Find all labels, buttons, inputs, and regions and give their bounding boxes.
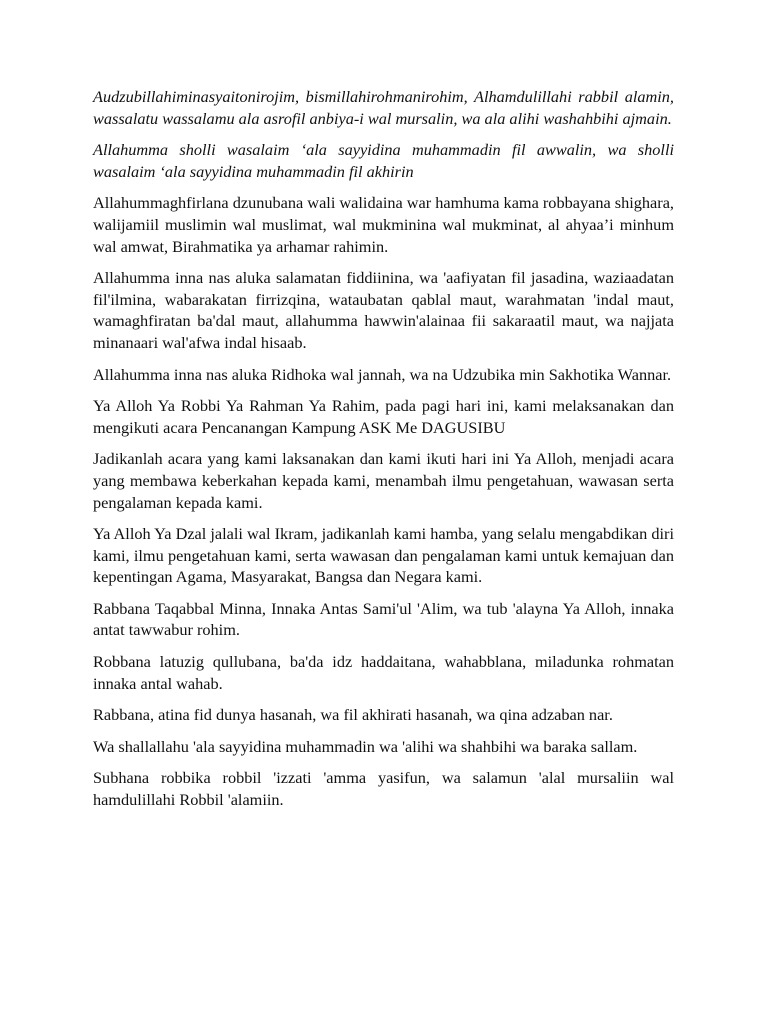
sholawat-paragraph: Allahumma sholli wasalaim ‘ala sayyidina muhammadin fil awwalin, wa sholli wasalaim ‘ala sayyidina muhammadin fil akhirin [93, 140, 674, 181]
document-body [93, 86, 674, 821]
closing-prayer-paragraph: Subhana robbika robbil 'izzati 'amma yasifun, wa salamun 'alal mursaliin wal hamdulillahi Robbil 'alamiin. [93, 768, 674, 810]
prayer-paragraph: Allahummaghfirlana dzunubana wali walidaina war hamhuma kama robbayana shighara, walijamiil muslimin wal muslimat, wal mukminina wal mukminat, al ahyaa’i minhum wal amwat, Birahmatika ya arhamar rahimin. [93, 193, 674, 256]
prayer-paragraph: Rabbana, atina fid dunya hasanah, wa fil akhirati hasanah, wa qina adzaban nar. [93, 705, 613, 725]
prayer-paragraph: Allahumma inna nas aluka salamatan fiddiinina, wa 'aafiyatan fil jasadina, waziaadatan fil'ilmina, wabarakatan firrizqina, wataubatan qablal maut, warahmatan 'indal maut, wamaghfiratan ba'dal maut, allahumma hawwin'alainaa fii sakaraatil maut, wa najjata minanaari wal'afwa indal hisaab. [93, 268, 674, 352]
prayer-paragraph: Wa shallallahu 'ala sayyidina muhammadin wa 'alihi wa shahbihi wa baraka sallam. [93, 736, 638, 756]
prayer-paragraph: Ya Alloh Ya Robbi Ya Rahman Ya Rahim, pada pagi hari ini, kami melaksanakan dan mengikuti acara Pencanangan Kampung ASK Me DAGUSIBU [93, 396, 674, 437]
opening-prayer-paragraph: Audzubillahiminasyaitonirojim, bismillahirohmanirohim, Alhamdulillahi rabbil alamin, wassalatu wassalamu ala asrofil anbiya-i wal mursalin, wa ala alihi washahbihi ajmain. [93, 87, 674, 128]
prayer-paragraph: Jadikanlah acara yang kami laksanakan dan kami ikuti hari ini Ya Alloh, menjadi acara yang membawa keberkahan kepada kami, menambah ilmu pengetahuan, wawasan serta pengalaman kepada kami. [93, 449, 674, 512]
prayer-paragraph: Rabbana Taqabbal Minna, Innaka Antas Sami'ul 'Alim, wa tub 'alayna Ya Alloh, innaka antat tawwabur rohim. [93, 598, 674, 640]
prayer-paragraph: Allahumma inna nas aluka Ridhoka wal jannah, wa na Udzubika min Sakhotika Wannar. [93, 364, 672, 384]
prayer-paragraph: Ya Alloh Ya Dzal jalali wal Ikram, jadikanlah kami hamba, yang selalu mengabdikan diri kami, ilmu pengetahuan kami, serta wawasan dan pengalaman kami untuk kemajuan dan kepentingan Agama, Masyarakat, Bangsa dan Negara kami. [93, 524, 674, 587]
prayer-paragraph: Robbana latuzig qullubana, ba'da idz haddaitana, wahabblana, miladunka rohmatan innaka antal wahab. [93, 652, 674, 693]
